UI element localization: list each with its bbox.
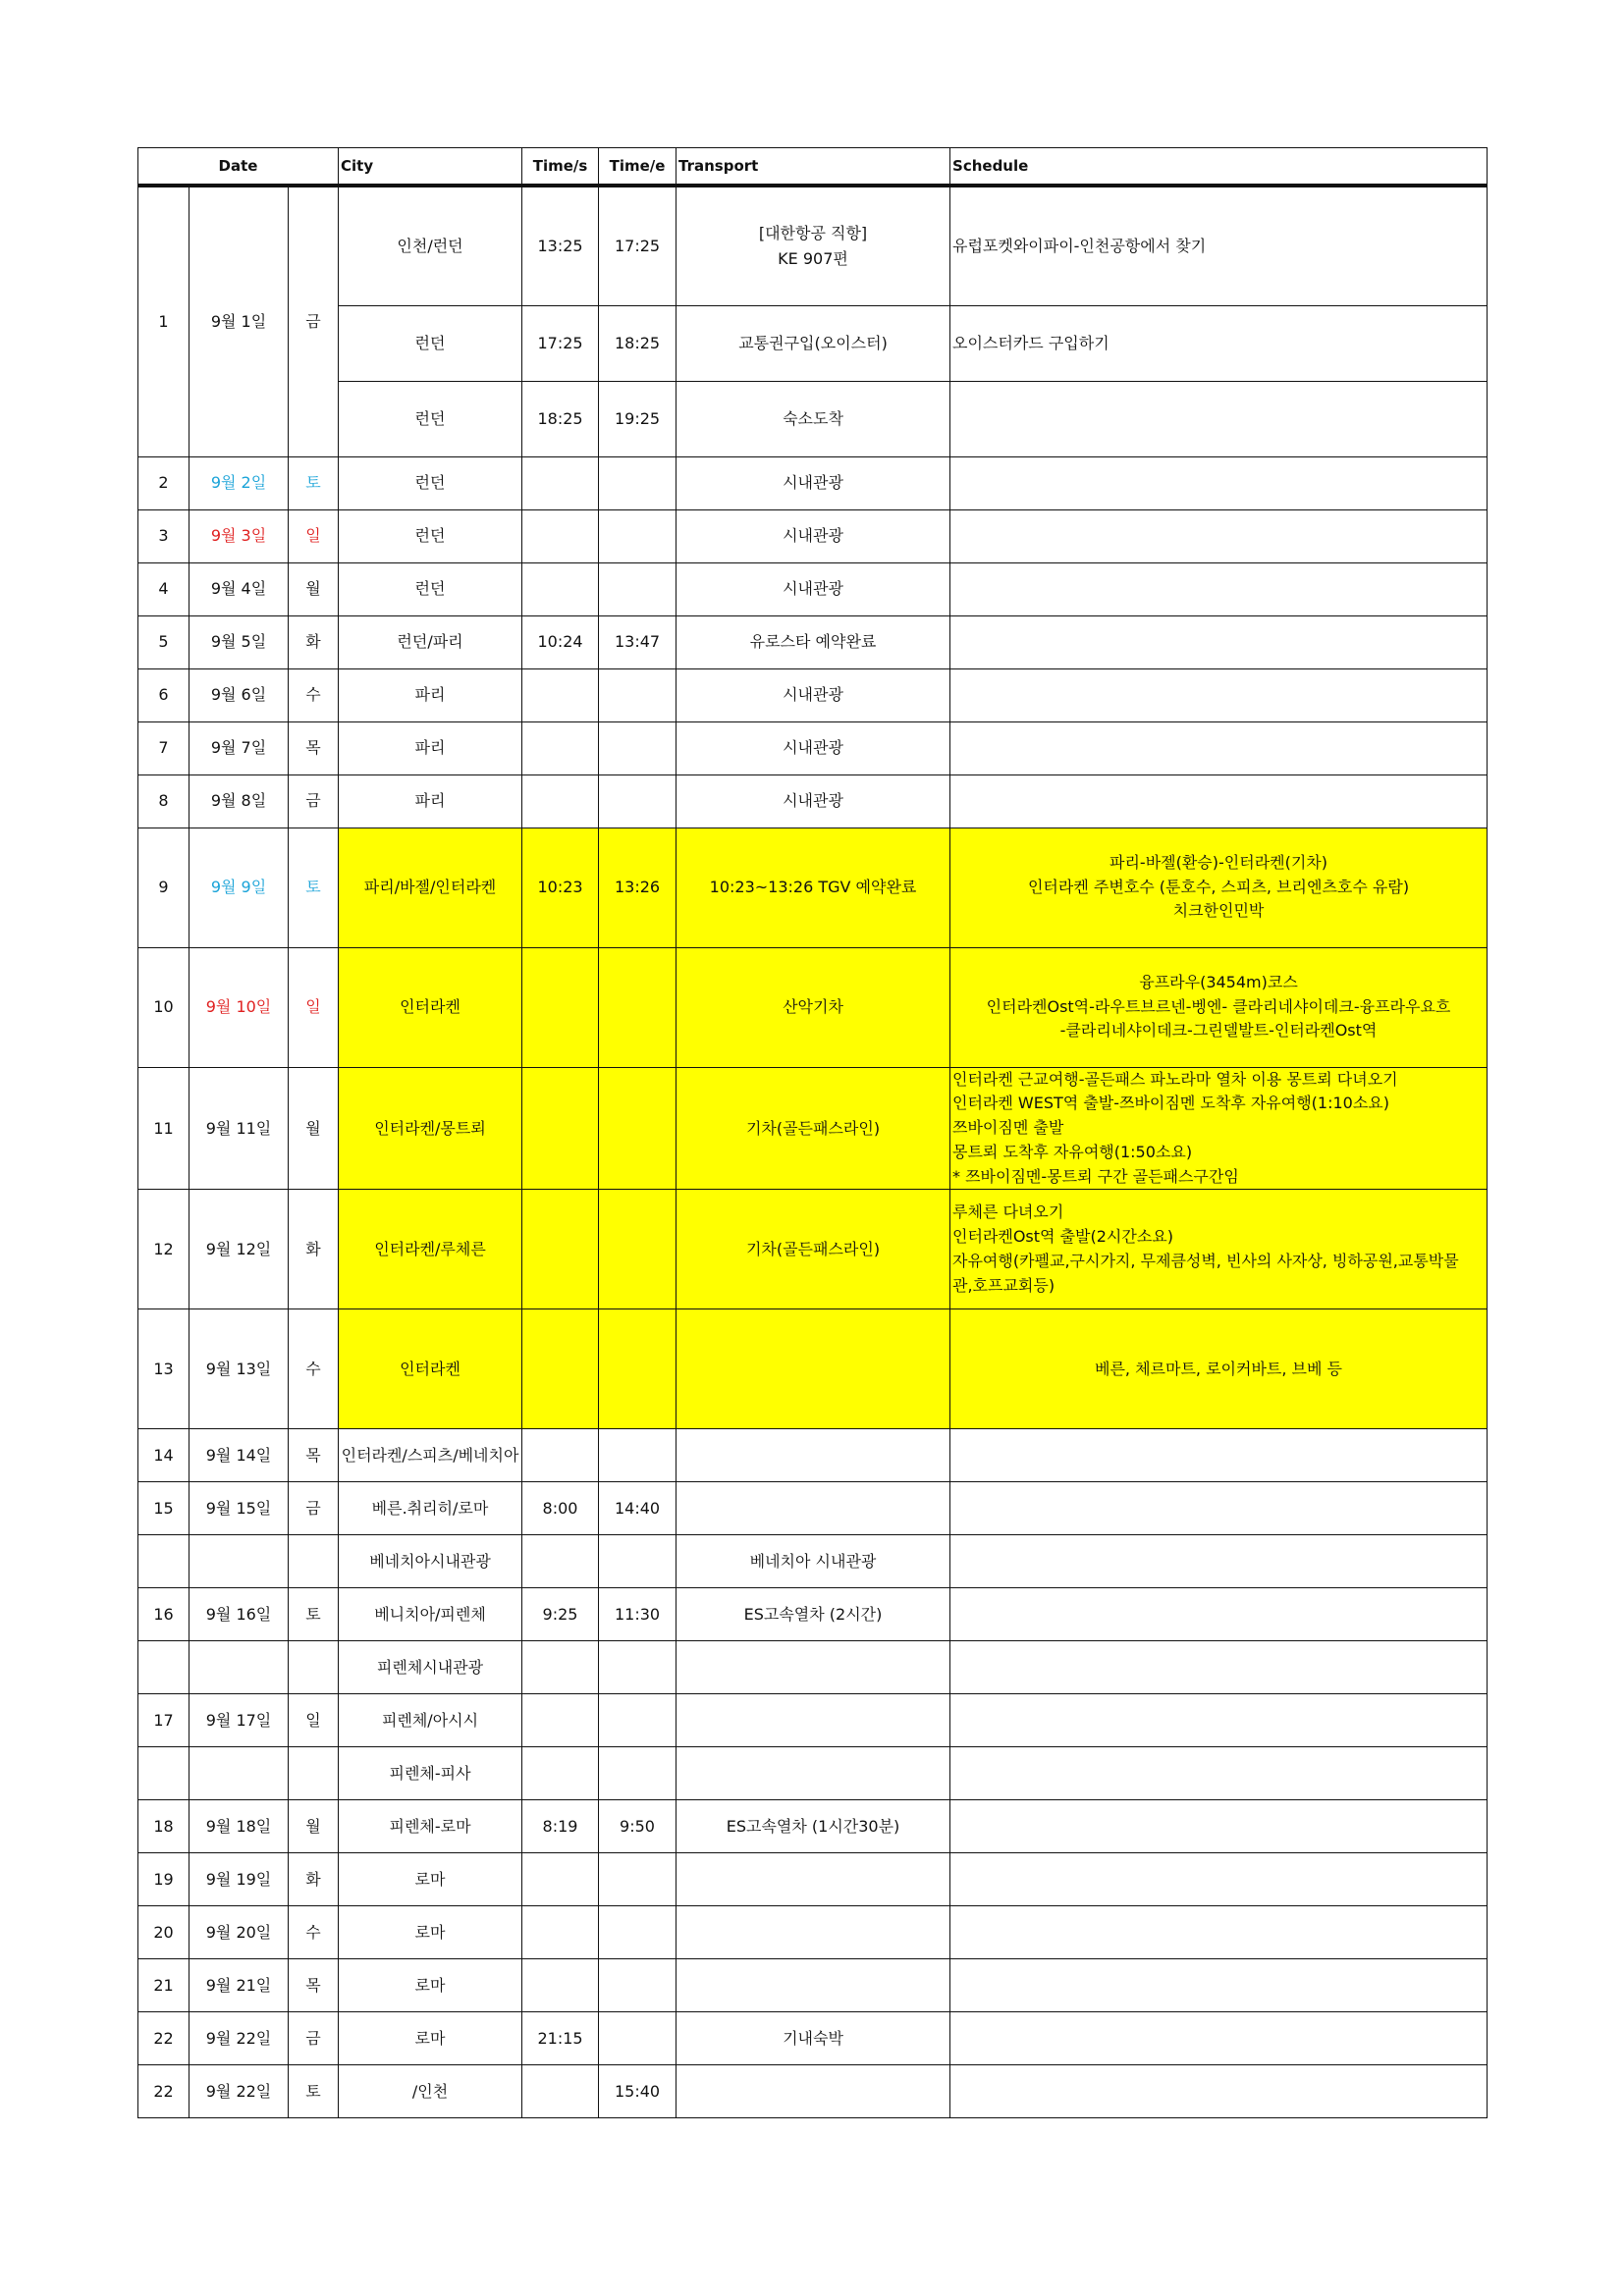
time-start-cell: 21:15 [522, 2012, 599, 2065]
day-number: 21 [138, 1959, 189, 2012]
table-row [138, 1959, 1488, 2012]
time-start-cell [522, 1641, 599, 1694]
schedule-cell [950, 1800, 1488, 1853]
city-cell: 피렌체시내관광 [339, 1641, 522, 1694]
schedule-line: 인터라켄Ost역-라우트브르넨-벵엔- 클라리네샤이데크-융프라우요흐 [986, 996, 1451, 1016]
date-cell [189, 1747, 289, 1800]
time-start-cell: 9:25 [522, 1588, 599, 1641]
date-cell: 9월 22일 [189, 2012, 289, 2065]
date-cell: 9월 13일 [189, 1309, 289, 1429]
city-cell: 인터라켄/몽트뢰 [339, 1067, 522, 1190]
time-start-cell [522, 1429, 599, 1482]
day-number: 16 [138, 1588, 189, 1641]
time-end-cell [599, 1309, 677, 1429]
weekday-cell: 수 [289, 668, 339, 721]
day-number: 10 [138, 947, 189, 1067]
schedule-line: 베른, 체르마트, 로이커바트, 브베 등 [1095, 1359, 1343, 1378]
day-number: 11 [138, 1067, 189, 1190]
time-start-cell [522, 1853, 599, 1906]
city-cell: 파리 [339, 721, 522, 774]
time-start-cell [522, 1747, 599, 1800]
table-row [138, 186, 1488, 305]
time-end-cell [599, 774, 677, 828]
time-start-cell [522, 1959, 599, 2012]
table-row [138, 2065, 1488, 2118]
time-end-cell [599, 1641, 677, 1694]
transport-cell: 기내숙박 [677, 2012, 950, 2065]
transport-cell: 시내관광 [677, 509, 950, 562]
time-end-cell [599, 721, 677, 774]
schedule-cell [950, 1694, 1488, 1747]
city-cell: 런던/파리 [339, 615, 522, 668]
time-end-cell [599, 562, 677, 615]
schedule-line: 루체른 다녀오기 [952, 1202, 1064, 1222]
schedule-cell [950, 1959, 1488, 2012]
schedule-cell: 유럽포켓와이파이-인천공항에서 찾기 [950, 186, 1488, 305]
time-end-cell: 18:25 [599, 305, 677, 381]
header-schedule: Schedule [950, 148, 1488, 187]
itinerary-rows [138, 456, 1488, 2118]
table-row [138, 1309, 1488, 1429]
schedule-cell [950, 668, 1488, 721]
day-number: 20 [138, 1906, 189, 1959]
transport-cell [677, 1694, 950, 1747]
city-cell: 런던 [339, 509, 522, 562]
city-cell: 인터라켄/스피츠/베네치아 [339, 1429, 522, 1482]
date-cell: 9월 14일 [189, 1429, 289, 1482]
weekday-cell: 수 [289, 1906, 339, 1959]
day-number: 17 [138, 1694, 189, 1747]
header-date: Date [138, 148, 339, 187]
schedule-line: 인터라켄 근교여행-골든패스 파노라마 열차 이용 몽트뢰 다녀오기 [952, 1069, 1398, 1089]
weekday-cell: 목 [289, 1959, 339, 2012]
transport-cell [677, 2065, 950, 2118]
day-number: 22 [138, 2065, 189, 2118]
table-row [138, 947, 1488, 1067]
day-number: 5 [138, 615, 189, 668]
table-row [138, 1853, 1488, 1906]
schedule-cell [950, 1588, 1488, 1641]
table-row [138, 1694, 1488, 1747]
time-start-cell [522, 562, 599, 615]
schedule-cell [950, 562, 1488, 615]
date-cell: 9월 11일 [189, 1067, 289, 1190]
table-row [138, 1482, 1488, 1535]
date-cell [189, 1641, 289, 1694]
city-cell: 로마 [339, 2012, 522, 2065]
transport-cell [677, 1959, 950, 2012]
table-row [138, 1535, 1488, 1588]
city-cell: 런던 [339, 305, 522, 381]
schedule-cell [950, 509, 1488, 562]
header-row [138, 148, 1488, 187]
schedule-cell [950, 1747, 1488, 1800]
weekday-cell: 월 [289, 562, 339, 615]
schedule-line: 인터라켄 WEST역 출발-쯔바이짐멘 도착후 자유여행(1:10소요) [952, 1094, 1389, 1113]
schedule-line: 인터라켄Ost역 출발(2시간소요) [952, 1227, 1173, 1247]
transport-cell: ES고속열차 (2시간) [677, 1588, 950, 1641]
date-cell: 9월 12일 [189, 1190, 289, 1309]
table-row [138, 381, 1488, 456]
schedule-cell [950, 1067, 1488, 1190]
schedule-line: * 쯔바이짐멘-몽트뢰 구간 골든패스구간임 [952, 1166, 1239, 1186]
header-time-start: Time/s [522, 148, 599, 187]
time-start-cell [522, 774, 599, 828]
date-cell: 9월 16일 [189, 1588, 289, 1641]
time-start-cell [522, 2065, 599, 2118]
schedule-cell [950, 1482, 1488, 1535]
weekday-cell: 일 [289, 509, 339, 562]
weekday-cell: 금 [289, 2012, 339, 2065]
transport-cell [677, 1641, 950, 1694]
time-end-cell [599, 947, 677, 1067]
date-cell: 9월 9일 [189, 828, 289, 947]
table-row [138, 668, 1488, 721]
time-start-cell: 17:25 [522, 305, 599, 381]
date-cell: 9월 5일 [189, 615, 289, 668]
time-start-cell [522, 456, 599, 509]
weekday-cell: 토 [289, 456, 339, 509]
schedule-cell [950, 615, 1488, 668]
weekday-cell [289, 1535, 339, 1588]
day-number: 6 [138, 668, 189, 721]
transport-cell [677, 1309, 950, 1429]
table-row [138, 509, 1488, 562]
time-start-cell: 10:24 [522, 615, 599, 668]
city-cell: 피렌체-피사 [339, 1747, 522, 1800]
transport-cell: 숙소도착 [677, 381, 950, 456]
transport-cell [677, 1853, 950, 1906]
day-number: 18 [138, 1800, 189, 1853]
date-cell: 9월 6일 [189, 668, 289, 721]
time-start-cell [522, 509, 599, 562]
city-cell: 파리 [339, 774, 522, 828]
weekday-cell [289, 1641, 339, 1694]
day-number [138, 1641, 189, 1694]
time-start-cell [522, 1535, 599, 1588]
date-cell: 9월 18일 [189, 1800, 289, 1853]
weekday-cell: 금 [289, 774, 339, 828]
schedule-cell [950, 1535, 1488, 1588]
table-row [138, 1747, 1488, 1800]
schedule-cell [950, 1190, 1488, 1309]
day-number [138, 1535, 189, 1588]
transport-cell: 시내관광 [677, 774, 950, 828]
transport-cell: 시내관광 [677, 668, 950, 721]
date-cell: 9월 22일 [189, 2065, 289, 2118]
transport-cell [677, 1906, 950, 1959]
schedule-line: 쯔바이짐멘 출발 [952, 1118, 1064, 1138]
transport-cell: 기차(골든패스라인) [677, 1067, 950, 1190]
time-end-cell: 17:25 [599, 186, 677, 305]
transport-cell: ES고속열차 (1시간30분) [677, 1800, 950, 1853]
weekday-cell: 토 [289, 2065, 339, 2118]
table-row [138, 1190, 1488, 1309]
weekday-cell: 금 [289, 1482, 339, 1535]
table-row [138, 1429, 1488, 1482]
time-end-cell: 14:40 [599, 1482, 677, 1535]
date-cell: 9월 21일 [189, 1959, 289, 2012]
schedule-cell [950, 1641, 1488, 1694]
header-time-end: Time/e [599, 148, 677, 187]
time-start-cell [522, 1694, 599, 1747]
time-end-cell [599, 1906, 677, 1959]
transport-cell [677, 1482, 950, 1535]
time-start-cell [522, 1309, 599, 1429]
weekday-cell: 토 [289, 1588, 339, 1641]
date-cell: 9월 1일 [189, 186, 289, 456]
city-cell: 로마 [339, 1906, 522, 1959]
date-cell: 9월 10일 [189, 947, 289, 1067]
itinerary-table [137, 147, 1488, 2118]
time-end-cell [599, 1853, 677, 1906]
weekday-cell: 월 [289, 1800, 339, 1853]
table-row [138, 1800, 1488, 1853]
time-start-cell: 8:00 [522, 1482, 599, 1535]
day-number: 3 [138, 509, 189, 562]
weekday-cell: 일 [289, 1694, 339, 1747]
time-start-cell [522, 947, 599, 1067]
schedule-cell [950, 2012, 1488, 2065]
schedule-cell: 오이스터카드 구입하기 [950, 305, 1488, 381]
weekday-cell [289, 1747, 339, 1800]
city-cell: 런던 [339, 562, 522, 615]
header-city: City [339, 148, 522, 187]
transport-cell: 시내관광 [677, 721, 950, 774]
time-end-cell [599, 1694, 677, 1747]
weekday-cell: 토 [289, 828, 339, 947]
schedule-cell [950, 456, 1488, 509]
day-number: 2 [138, 456, 189, 509]
day-number: 12 [138, 1190, 189, 1309]
date-cell: 9월 8일 [189, 774, 289, 828]
time-end-cell [599, 2012, 677, 2065]
time-end-cell [599, 1067, 677, 1190]
day-number: 4 [138, 562, 189, 615]
schedule-line: 몽트뢰 도착후 자유여행(1:50소요) [952, 1142, 1193, 1161]
city-cell: 런던 [339, 381, 522, 456]
day-number: 15 [138, 1482, 189, 1535]
day-number: 13 [138, 1309, 189, 1429]
time-start-cell: 18:25 [522, 381, 599, 456]
table-row [138, 615, 1488, 668]
table-row [138, 1906, 1488, 1959]
table-row [138, 721, 1488, 774]
time-end-cell [599, 456, 677, 509]
schedule-cell [950, 1853, 1488, 1906]
weekday-cell: 금 [289, 186, 339, 456]
schedule-line: 자유여행(카펠교,구시가지, 무제큼성벽, 빈사의 사자상, 빙하공원,교통박물 [952, 1251, 1459, 1270]
transport-line: KE 907편 [778, 248, 848, 268]
city-cell: 인터라켄 [339, 947, 522, 1067]
table-row [138, 1067, 1488, 1190]
transport-cell [677, 186, 950, 305]
city-cell: 인천/런던 [339, 186, 522, 305]
time-end-cell [599, 668, 677, 721]
date-cell: 9월 19일 [189, 1853, 289, 1906]
city-cell: /인천 [339, 2065, 522, 2118]
city-cell: 피렌체/아시시 [339, 1694, 522, 1747]
date-cell: 9월 2일 [189, 456, 289, 509]
city-cell: 베니치아/피렌체 [339, 1588, 522, 1641]
schedule-cell [950, 1429, 1488, 1482]
schedule-line: 융프라우(3454m)코스 [1139, 972, 1298, 991]
city-cell: 파리 [339, 668, 522, 721]
schedule-line: 관,호프교회등) [952, 1275, 1056, 1295]
transport-cell [677, 1747, 950, 1800]
table-row [138, 1588, 1488, 1641]
time-start-cell [522, 1190, 599, 1309]
date-cell: 9월 7일 [189, 721, 289, 774]
time-end-cell [599, 1959, 677, 2012]
schedule-line: 파리-바젤(환승)-인터라켄(기차) [1110, 852, 1328, 872]
time-start-cell: 8:19 [522, 1800, 599, 1853]
date-cell: 9월 17일 [189, 1694, 289, 1747]
time-end-cell: 13:26 [599, 828, 677, 947]
transport-cell: 유로스타 예약완료 [677, 615, 950, 668]
city-cell: 베른.취리히/로마 [339, 1482, 522, 1535]
day-number: 1 [138, 186, 189, 456]
weekday-cell: 수 [289, 1309, 339, 1429]
schedule-cell [950, 1906, 1488, 1959]
day-number [138, 1747, 189, 1800]
time-end-cell: 11:30 [599, 1588, 677, 1641]
day-number: 19 [138, 1853, 189, 1906]
day-number: 22 [138, 2012, 189, 2065]
day-number: 9 [138, 828, 189, 947]
transport-cell: 기차(골든패스라인) [677, 1190, 950, 1309]
day-number: 8 [138, 774, 189, 828]
table-row [138, 305, 1488, 381]
city-cell: 런던 [339, 456, 522, 509]
city-cell: 인터라켄 [339, 1309, 522, 1429]
date-cell: 9월 3일 [189, 509, 289, 562]
table-row [138, 456, 1488, 509]
time-end-cell [599, 509, 677, 562]
table-row [138, 774, 1488, 828]
time-start-cell: 13:25 [522, 186, 599, 305]
day-number: 14 [138, 1429, 189, 1482]
transport-cell [677, 1429, 950, 1482]
date-cell: 9월 20일 [189, 1906, 289, 1959]
schedule-cell [950, 828, 1488, 947]
schedule-cell [950, 947, 1488, 1067]
time-end-cell [599, 1190, 677, 1309]
table-row [138, 2012, 1488, 2065]
city-cell: 인터라켄/루체른 [339, 1190, 522, 1309]
date-cell: 9월 4일 [189, 562, 289, 615]
time-start-cell [522, 721, 599, 774]
schedule-cell [950, 381, 1488, 456]
time-start-cell: 10:23 [522, 828, 599, 947]
time-end-cell [599, 1429, 677, 1482]
time-start-cell [522, 1067, 599, 1190]
transport-cell: 교통권구입(오이스터) [677, 305, 950, 381]
schedule-line: 인터라켄 주변호수 (툰호수, 스피츠, 브리엔츠호수 유람) [1027, 877, 1410, 896]
city-cell: 로마 [339, 1959, 522, 2012]
time-start-cell [522, 1906, 599, 1959]
schedule-line: -클라리네샤이데크-그린델발트-인터라켄Ost역 [1059, 1021, 1378, 1041]
time-end-cell: 19:25 [599, 381, 677, 456]
table-row [138, 1641, 1488, 1694]
schedule-line: 치크한인민박 [1172, 901, 1265, 921]
city-cell: 피렌체-로마 [339, 1800, 522, 1853]
transport-cell: 베네치아 시내관광 [677, 1535, 950, 1588]
transport-cell: 산악기차 [677, 947, 950, 1067]
time-end-cell [599, 1747, 677, 1800]
weekday-cell: 목 [289, 721, 339, 774]
time-start-cell [522, 668, 599, 721]
city-cell: 로마 [339, 1853, 522, 1906]
schedule-cell [950, 2065, 1488, 2118]
table-row [138, 828, 1488, 947]
time-end-cell: 9:50 [599, 1800, 677, 1853]
transport-cell: 시내관광 [677, 456, 950, 509]
city-cell: 베네치아시내관광 [339, 1535, 522, 1588]
weekday-cell: 일 [289, 947, 339, 1067]
schedule-cell [950, 774, 1488, 828]
time-end-cell: 13:47 [599, 615, 677, 668]
weekday-cell: 목 [289, 1429, 339, 1482]
schedule-cell [950, 721, 1488, 774]
day-number: 7 [138, 721, 189, 774]
transport-line: [대한항공 직항] [758, 224, 868, 243]
time-end-cell [599, 1535, 677, 1588]
transport-cell: 시내관광 [677, 562, 950, 615]
time-end-cell: 15:40 [599, 2065, 677, 2118]
weekday-cell: 화 [289, 1190, 339, 1309]
weekday-cell: 월 [289, 1067, 339, 1190]
table-row [138, 562, 1488, 615]
transport-cell: 10:23~13:26 TGV 예약완료 [677, 828, 950, 947]
date-cell: 9월 15일 [189, 1482, 289, 1535]
date-cell [189, 1535, 289, 1588]
schedule-cell [950, 1309, 1488, 1429]
header-transport: Transport [677, 148, 950, 187]
weekday-cell: 화 [289, 1853, 339, 1906]
weekday-cell: 화 [289, 615, 339, 668]
city-cell: 파리/바젤/인터라켄 [339, 828, 522, 947]
